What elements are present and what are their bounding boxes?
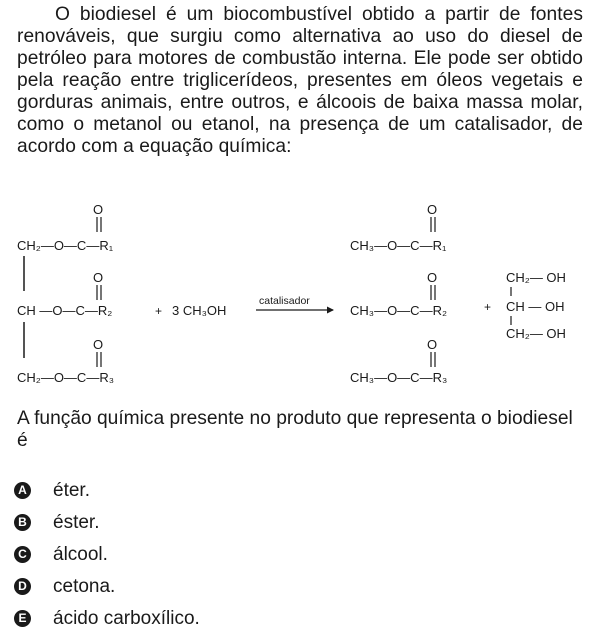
ester-row-1: CH₃—O—C—R₁ [350, 238, 447, 253]
option-b[interactable] [14, 512, 314, 534]
triglyceride-row-1: CH₂—O—C—R₁ [17, 238, 114, 253]
oxygen-label: O [93, 202, 104, 217]
oxygen-label: O [427, 270, 438, 285]
arrow-head-icon [327, 307, 334, 314]
ester-row-2: CH₃—O—C—R₂ [350, 303, 448, 318]
option-text: éster. [53, 512, 100, 533]
ester-carbonyls [427, 202, 437, 367]
glycerol-row-1: CH₂— OH [506, 270, 566, 285]
triglyceride-carbonyls [93, 202, 103, 367]
option-letter-badge: E [14, 610, 31, 627]
plus-sign: + [155, 304, 163, 318]
option-e[interactable] [14, 608, 314, 630]
oxygen-label: O [427, 337, 438, 352]
option-text: cetona. [53, 576, 116, 597]
methanol-reagent: 3 CH₃OH [172, 303, 227, 318]
option-a[interactable] [14, 480, 314, 502]
option-text: éter. [53, 480, 90, 501]
glycerol-row-2: CH — OH [506, 299, 565, 314]
option-text: álcool. [53, 544, 108, 565]
oxygen-label: O [93, 337, 104, 352]
option-letter-badge: C [14, 546, 31, 563]
triglyceride-row-2: CH —O—C—R₂ [17, 303, 113, 318]
glycerol-row-3: CH₂— OH [506, 326, 566, 341]
option-letter-badge: D [14, 578, 31, 595]
oxygen-label: O [427, 202, 438, 217]
chemical-equation [0, 196, 599, 396]
ester-row-3: CH₃—O—C—R₃ [350, 370, 448, 385]
question-prompt: A função química presente no produto que representa o biodiesel é [17, 408, 573, 451]
option-letter-badge: B [14, 514, 31, 531]
question-stem: O biodiesel é um biocombustível obtido a partir de fontes renováveis, que surgiu como alternativa ao uso do diesel de petróleo para motores de combustão interna. Ele pode ser obtido pela reação entre triglicerídeos, presentes em óleos vegetais e gorduras animais, entre outros, e álcoois de baixa massa molar, como o metanol ou etanol, na presença de um catalisador, de acordo com a equação química: [17, 4, 583, 157]
option-d[interactable] [14, 576, 314, 598]
catalyst-label: catalisador [259, 295, 310, 307]
option-letter-badge: A [14, 482, 31, 499]
option-text: ácido carboxílico. [53, 608, 200, 629]
oxygen-label: O [93, 270, 104, 285]
triglyceride-row-3: CH₂—O—C—R₃ [17, 370, 115, 385]
option-c[interactable] [14, 544, 314, 566]
plus-sign: + [484, 300, 492, 314]
